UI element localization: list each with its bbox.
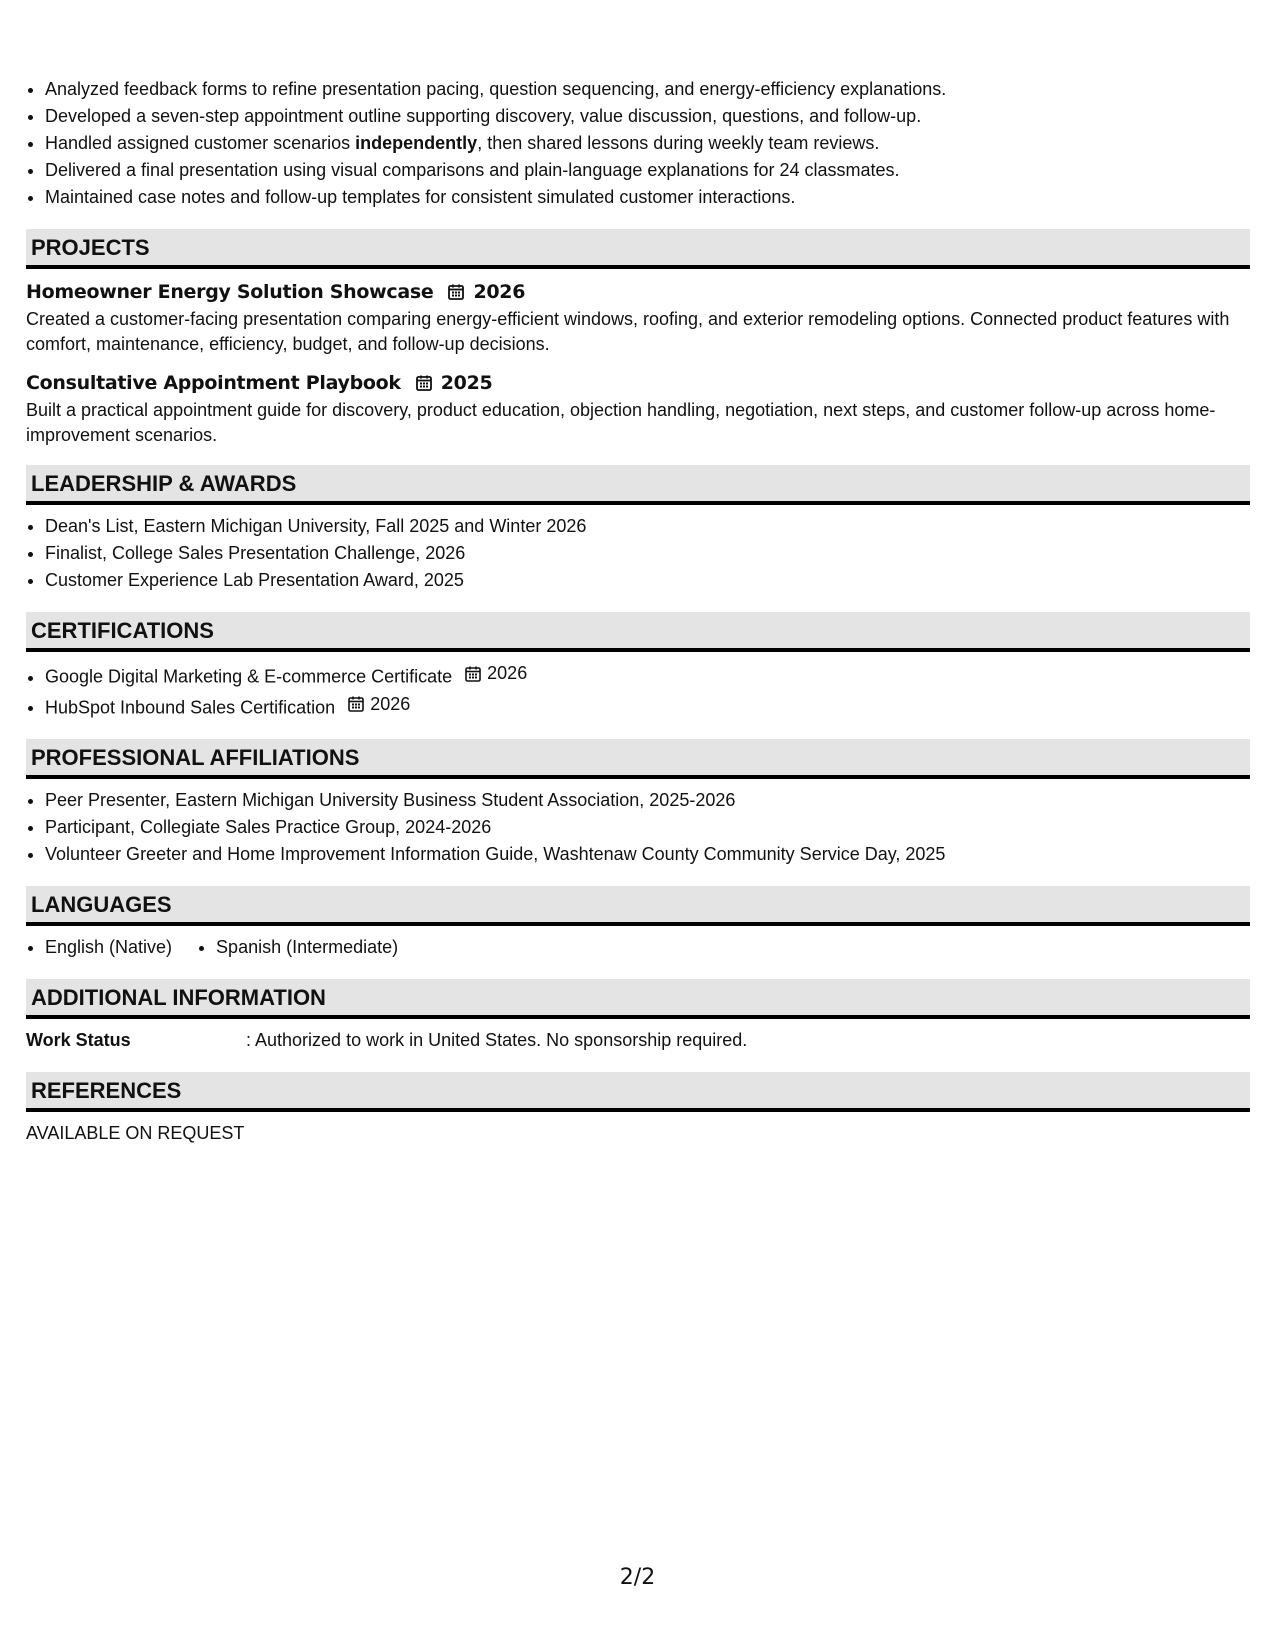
bullet-text-after: , then shared lessons during weekly team reviews. bbox=[477, 133, 880, 153]
affiliations-heading: PROFESSIONAL AFFILIATIONS bbox=[26, 739, 1250, 779]
certification-date bbox=[347, 691, 410, 718]
work-status-row bbox=[26, 1027, 1250, 1054]
experience-bullet bbox=[45, 130, 1250, 157]
affiliation-item: • Participant, Collegiate Sales Practice Group, 2024-2026 bbox=[45, 814, 1250, 841]
project-description: Created a customer-facing presentation comparing energy-efficient windows, roofing, and exterior remodeling options. Connected product features with comfort, maintenance, efficiency, budget, and follow-up decisions. bbox=[26, 309, 1230, 354]
project-title-row bbox=[26, 368, 1250, 398]
experience-bullet-list bbox=[26, 76, 1250, 211]
project-entry bbox=[26, 368, 1250, 447]
leadership-item: • Finalist, College Sales Presentation Challenge, 2026 bbox=[45, 540, 1250, 567]
certification-year: 2026 bbox=[370, 693, 411, 714]
affiliation-item: • Volunteer Greeter and Home Improvement Information Guide, Washtenaw County Community Service Day, 2025 bbox=[45, 841, 1250, 868]
page-number: 2/2 bbox=[619, 1565, 656, 1590]
experience-bullet: • Developed a seven-step appointment outline supporting discovery, value discussion, questions, and follow-up. bbox=[45, 103, 1250, 130]
project-title: Consultative Appointment Playbook bbox=[26, 372, 401, 394]
project-year: 2026 bbox=[473, 281, 526, 303]
certification-year: 2026 bbox=[487, 663, 528, 683]
certification-name: HubSpot Inbound Sales Certification bbox=[45, 697, 336, 717]
project-description: Built a practical appointment guide for discovery, product education, objection handling, negotiation, next steps, and customer follow-up across home-improvement scenarios. bbox=[26, 400, 1216, 445]
references-text: AVAILABLE ON REQUEST bbox=[26, 1123, 245, 1143]
experience-bullet: • Delivered a final presentation using visual comparisons and plain-language explanations for 24 classmates. bbox=[45, 157, 1250, 184]
calendar-icon bbox=[415, 374, 433, 392]
language-item: • English (Native) bbox=[45, 934, 172, 961]
certification-item bbox=[45, 660, 1250, 691]
work-status-label: Work Status bbox=[26, 1030, 131, 1050]
experience-bullet: • Maintained case notes and follow-up templates for consistent simulated customer interactions. bbox=[45, 184, 1250, 211]
project-title: Homeowner Energy Solution Showcase bbox=[26, 281, 434, 303]
bullet-text-before: Handled assigned customer scenarios bbox=[45, 133, 356, 153]
leadership-heading: LEADERSHIP & AWARDS bbox=[26, 465, 1250, 505]
references-heading: REFERENCES bbox=[26, 1072, 1250, 1112]
bullet-text-bold: independently bbox=[355, 133, 478, 153]
leadership-item: • Customer Experience Lab Presentation Award, 2025 bbox=[45, 567, 1250, 594]
project-title-row bbox=[26, 277, 1250, 307]
resume-page bbox=[26, 76, 1250, 1147]
projects-heading: PROJECTS bbox=[26, 229, 1250, 269]
languages-heading: LANGUAGES bbox=[26, 886, 1250, 926]
certification-name: Google Digital Marketing & E-commerce Certificate bbox=[45, 666, 453, 687]
affiliation-item: • Peer Presenter, Eastern Michigan University Business Student Association, 2025-2026 bbox=[45, 787, 1250, 814]
certifications-list bbox=[26, 660, 1250, 721]
certification-date bbox=[464, 660, 527, 687]
leadership-item: • Dean's List, Eastern Michigan University, Fall 2025 and Winter 2026 bbox=[45, 513, 1250, 540]
calendar-icon bbox=[447, 283, 465, 301]
work-status-value: : Authorized to work in United States. No sponsorship required. bbox=[246, 1030, 748, 1050]
calendar-icon bbox=[347, 695, 365, 713]
leadership-list bbox=[26, 513, 1250, 594]
calendar-icon bbox=[464, 665, 482, 683]
certification-item bbox=[45, 691, 1250, 722]
project-year: 2025 bbox=[440, 372, 493, 394]
affiliations-list bbox=[26, 787, 1250, 868]
additional-info-heading: ADDITIONAL INFORMATION bbox=[26, 979, 1250, 1019]
language-item: • Spanish (Intermediate) bbox=[216, 934, 398, 961]
certifications-heading: CERTIFICATIONS bbox=[26, 612, 1250, 652]
project-entry bbox=[26, 277, 1250, 356]
experience-bullet: • Analyzed feedback forms to refine presentation pacing, question sequencing, and energy-efficiency explanations. bbox=[45, 76, 1250, 103]
